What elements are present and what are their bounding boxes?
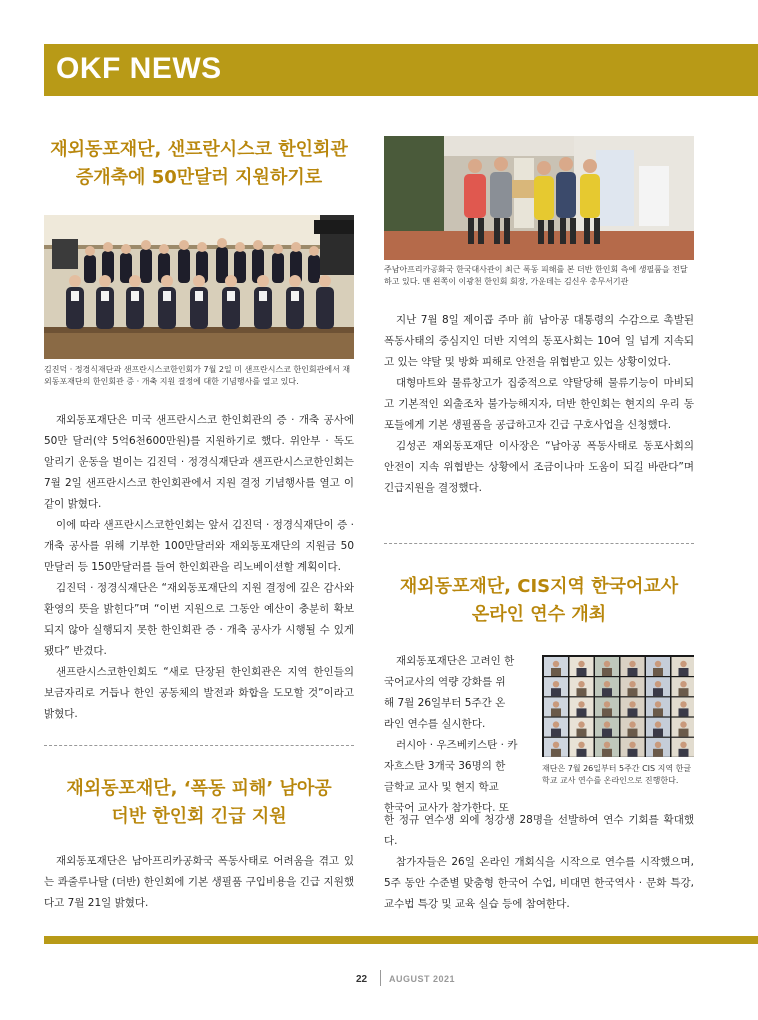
participant-body [551, 749, 561, 757]
participant-face [553, 661, 559, 667]
participant-body [653, 688, 663, 696]
participant-face [604, 742, 610, 748]
article3-line: 해 7월 26일부터 5주간 온 [384, 697, 506, 709]
participant-face [655, 701, 661, 707]
participant-body [577, 668, 587, 676]
participant-body [653, 708, 663, 716]
participant-body [551, 708, 561, 716]
article3-video-call-photo [542, 655, 694, 757]
participant-face [604, 721, 610, 727]
participant-face [553, 701, 559, 707]
article3-line: 재외동포재단은 고려인 한 [396, 655, 515, 667]
participant-body [628, 729, 638, 737]
article2-donation-photo [384, 136, 694, 260]
article3-headline [384, 573, 694, 629]
participant-face [604, 701, 610, 707]
participant-body [628, 688, 638, 696]
issue-date: AUGUST 2021 [389, 974, 456, 984]
article2-body-right [384, 310, 694, 499]
article2-paragraph: 재외동포재단은 남아프리카공화국 폭동사태로 어려움을 겪고 있는 콰줄루나탈 (더반) 한인회에 기본 생필품 구입비용을 긴급 지원했다고 7월 21일 밝혔다. [44, 855, 354, 909]
article3-headline-line2: 온라인 연수 개최 [471, 604, 607, 625]
article3-line: 라인 연수를 실시한다. [384, 718, 486, 730]
article1-body [44, 410, 354, 725]
article3-line: 자흐스탄 3개국 36명의 한 [384, 760, 506, 772]
participant-face [655, 661, 661, 667]
participant-body [653, 668, 663, 676]
participant-face [604, 681, 610, 687]
participant-face [629, 701, 635, 707]
article2-headline [44, 775, 354, 831]
participant-face [578, 661, 584, 667]
page-number: 22 [356, 974, 368, 985]
participant-body [602, 729, 612, 737]
article1-group-photo [44, 215, 354, 359]
article2-photo-caption: 주남아프리카공화국 한국대사관이 최근 폭동 피해를 본 더반 한인회 측에 생필품을 전달하고 있다. 맨 왼쪽이 이광천 한인회 회장, 가운데는 김신우 총무서기관 [384, 265, 688, 286]
participant-body [602, 668, 612, 676]
article2-paragraph: 김성곤 재외동포재단 이사장은 “남아공 폭동사태로 동포사회의 안전이 지속 위협받는 상황에서 조금이나마 도움이 되길 바란다”며 긴급지원을 결정했다. [384, 440, 694, 494]
participant-body [577, 729, 587, 737]
participant-face [680, 701, 686, 707]
participant-face [629, 681, 635, 687]
participant-face [578, 701, 584, 707]
article-divider [384, 543, 694, 544]
participant-face [629, 742, 635, 748]
participant-face [629, 661, 635, 667]
article2-paragraph: 대형마트와 물류창고가 집중적으로 약탈당해 물류기능이 마비되고 기본적인 외출조차 불가능해지자, 더반 한인회는 현지의 우리 동포들에게 기본 생필품을 공급하고자 긴급 구호사업을 신청했다. [384, 377, 694, 431]
participant-face [553, 721, 559, 727]
participant-face [578, 721, 584, 727]
article1-headline [44, 136, 354, 192]
article3-line: 글학교 교사 및 현지 학교 [384, 781, 499, 793]
participant-body [628, 749, 638, 757]
participant-face [655, 742, 661, 748]
article3-photo-caption: 재단은 7월 26일부터 5주간 CIS 지역 한글학교 교사 연수를 온라인으로 진행한다. [542, 764, 692, 785]
article3-body-narrow [384, 651, 532, 819]
article1-paragraph: 샌프란시스코한인회도 “새로 단장된 한인회관은 지역 한인들의 보금자리로 거듭나 한인 공동체의 발전과 화합을 도모할 것”이라고 밝혔다. [44, 666, 354, 720]
article1-paragraph: 이에 따라 샌프란시스코한인회는 앞서 김진덕 · 정경식재단이 증 · 개축 공사를 위해 기부한 100만달러와 재외동포재단의 지원금 50만달러 등 150만달러를 들여 한인회관을 리노베이션할 계획이다. [44, 519, 354, 573]
participant-body [653, 749, 663, 757]
footer-separator [380, 970, 381, 986]
participant-face [604, 661, 610, 667]
article1-headline-line1: 재외동포재단, 샌프란시스코 한인회관 [50, 139, 348, 160]
participant-body [602, 708, 612, 716]
participant-body [628, 668, 638, 676]
participant-body [602, 749, 612, 757]
article2-headline-line1: 재외동포재단, ‘폭동 피해’ 남아공 [66, 778, 332, 799]
article1-paragraph: 재외동포재단은 미국 샌프란시스코 한인회관의 증 · 개축 공사에 50만 달러(약 5억6천600만원)를 지원하기로 했다. 위안부 · 독도 알리기 운동을 벌이는 김진덕 · 정경식재단과 샌프란시스코한인회는 7월 2일 샌프란시스코 한인회관에서 지원 결정 기념행사를 열고 이같이 밝혔다. [44, 414, 354, 510]
article3-line: 국어교사의 역량 강화를 위 [384, 676, 506, 688]
participant-body [602, 688, 612, 696]
participant-face [680, 681, 686, 687]
footer-bar [44, 936, 758, 944]
article3-paragraph: 한 정규 연수생 외에 청강생 28명을 선발하여 연수 기회를 확대했다. [384, 814, 694, 847]
article3-paragraph: 참가자들은 26일 온라인 개회식을 시작으로 연수를 시작했으며, 5주 동안 수준별 맞춤형 한국어 수업, 비대면 한국역사 · 문화 특강, 교수법 특강 및 교육 실습 등에 참여한다. [384, 856, 694, 910]
participant-face [553, 681, 559, 687]
participant-face [680, 742, 686, 748]
participant-body [577, 708, 587, 716]
participant-body [679, 688, 689, 696]
participant-body [551, 729, 561, 737]
participant-body [679, 668, 689, 676]
article3-line: 러시아 · 우즈베키스탄 · 카 [396, 739, 518, 751]
article3-headline-line1: 재외동포재단, CIS지역 한국어교사 [399, 576, 679, 597]
participant-body [679, 749, 689, 757]
participant-face [578, 742, 584, 748]
section-title: OKF NEWS [56, 52, 222, 85]
article2-headline-line2: 더반 한인회 긴급 지원 [111, 806, 287, 827]
participant-body [679, 729, 689, 737]
participant-body [577, 688, 587, 696]
participant-body [577, 749, 587, 757]
article2-paragraph: 지난 7월 8일 제이콥 주마 前 남아공 대통령의 수감으로 촉발된 폭동사태의 중심지인 더반 지역의 동포사회는 10여 일 넘게 지속되고 있는 약탈 및 방화 피해로 안전을 위협받고 있는 상황이었다. [384, 314, 694, 368]
participant-face [553, 742, 559, 748]
article3-line: 한국어 교사가 참가한다. 또 [384, 802, 509, 814]
article3-body [384, 810, 694, 915]
participant-face [680, 661, 686, 667]
participant-body [628, 708, 638, 716]
participant-body [551, 668, 561, 676]
participant-face [655, 721, 661, 727]
participant-body [679, 708, 689, 716]
participant-body [653, 729, 663, 737]
article2-body-left [44, 851, 354, 914]
participant-face [578, 681, 584, 687]
article-divider [44, 745, 354, 746]
participant-face [629, 721, 635, 727]
participant-face [655, 681, 661, 687]
section-banner [44, 44, 758, 96]
article1-paragraph: 김진덕 · 정경식재단은 “재외동포재단의 지원 결정에 깊은 감사와 환영의 뜻을 밝힌다”며 “이번 지원으로 그동안 예산이 충분히 확보되지 않아 실행되지 못한 한인회관 증 · 개축 공사가 시행될 수 있게 됐다” 반겼다. [44, 582, 354, 657]
article1-photo-caption: 김진덕 · 정경식재단과 샌프란시스코한인회가 7월 2일 미 샌프란시스코 한인회관에서 재외동포재단의 한인회관 증 · 개축 지원 결정에 대한 기념행사를 열고 있다. [44, 365, 351, 386]
participant-face [680, 721, 686, 727]
article1-headline-line2: 증개축에 50만달러 지원하기로 [75, 167, 323, 188]
participant-body [551, 688, 561, 696]
